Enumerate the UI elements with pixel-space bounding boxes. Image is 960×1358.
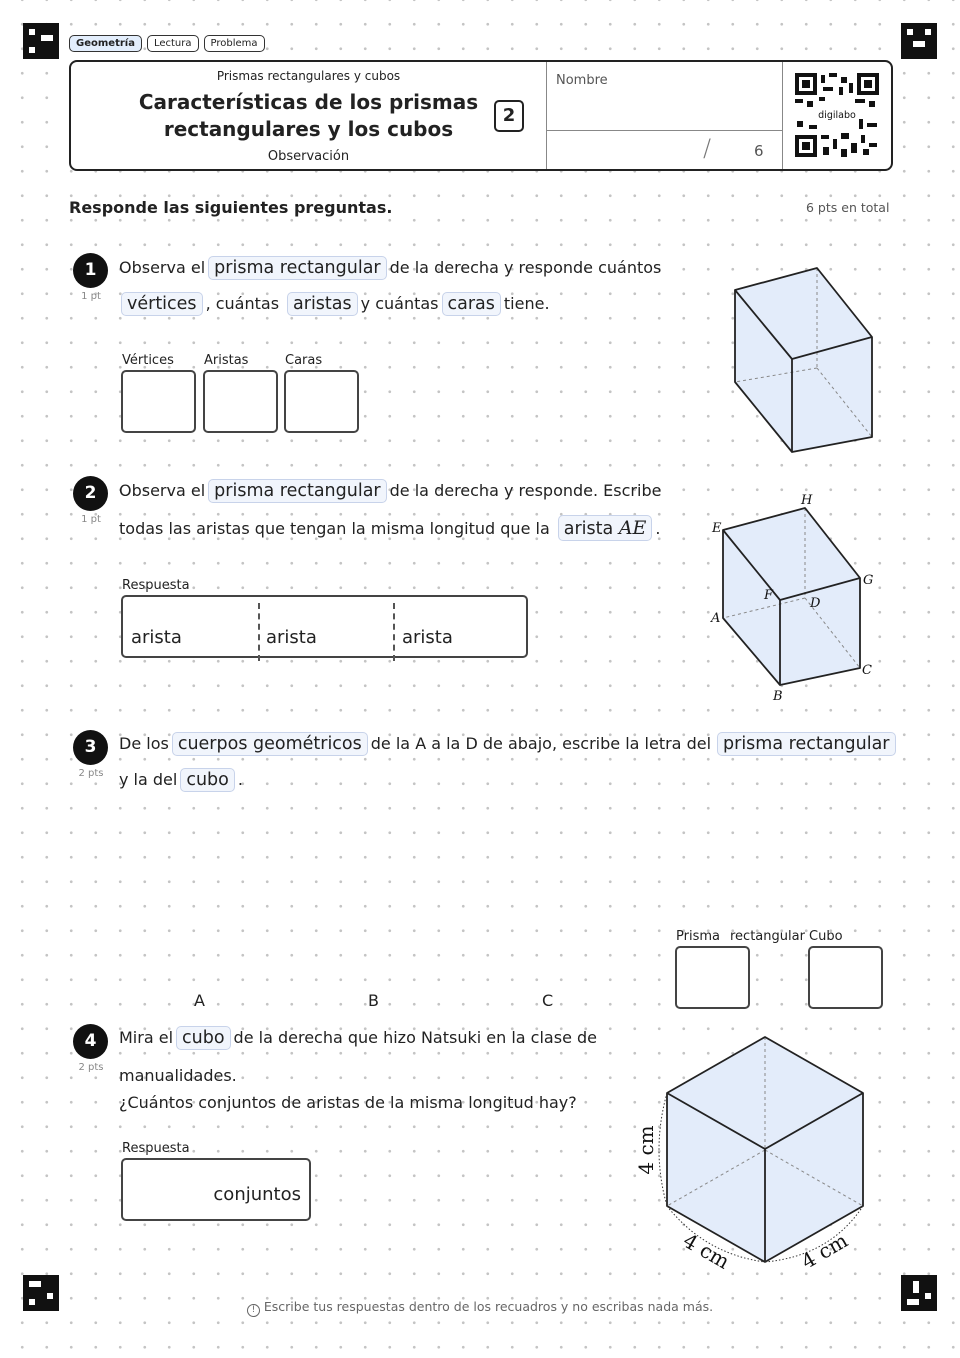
answer-prefix: arista [266, 627, 317, 648]
labeled-prism-figure [705, 488, 885, 703]
term-chip: aristas [287, 292, 358, 316]
term-chip: cubo [176, 1026, 231, 1050]
vertex-label-d: D [810, 596, 821, 611]
vertex-label-b: B [773, 689, 783, 703]
footer-text: Escribe tus respuestas dentro de los recuadros y no escribas nada más. [263, 1299, 714, 1314]
question-text: manualidades. [119, 1066, 237, 1085]
name-label: Nombre [556, 73, 608, 88]
term-chip: arista AE [558, 515, 653, 541]
worksheet-number: 2 [494, 100, 524, 132]
instructions: Responde las siguientes preguntas. [69, 198, 393, 217]
answer-label: Aristas [204, 353, 249, 368]
question-text: ¿Cuántos conjuntos de aristas de la misma longitud hay? [119, 1093, 577, 1112]
answer-prefix: arista [131, 627, 182, 648]
vertex-label-c: C [862, 663, 872, 678]
term-chip: prisma rectangular [717, 732, 895, 756]
question-text: todas las aristas que tengan la misma longitud que la arista AE . [119, 517, 661, 539]
term-chip: caras [442, 292, 501, 316]
faces-answer-box[interactable] [284, 370, 359, 433]
question-number: 1 [73, 253, 108, 288]
shape-letter: C [542, 991, 554, 1010]
question-text: Observa el prisma rectangular de la derecha y responde. Escribe [119, 481, 662, 501]
vertex-label-h: H [801, 493, 813, 508]
answer-label: rectangular [730, 929, 805, 944]
tag-lectura: Lectura [147, 35, 199, 52]
header-title-line2: rectangulares y los cubos [163, 117, 454, 141]
answer-label: Prisma [676, 929, 720, 944]
dimension-label: 4 cm [797, 1228, 852, 1274]
question-number: 3 [73, 730, 108, 765]
question-text: De los cuerpos geométricos de la A a la D de abajo, escribe la letra del prisma rectangular [119, 732, 899, 756]
edges-answer-box[interactable] [203, 370, 278, 433]
name-field[interactable] [548, 88, 780, 128]
question-points: 2 pts [78, 1062, 104, 1073]
answer-label: Respuesta [122, 578, 190, 593]
term-chip: vértices [121, 292, 203, 316]
header-title [71, 89, 546, 143]
question-text: vértices , cuántas aristas y cuántas caras tiene. [119, 292, 550, 316]
question-number: 4 [73, 1024, 108, 1059]
info-icon: ! [247, 1304, 260, 1317]
score-slash: / [703, 134, 712, 162]
cube-figure [625, 1030, 890, 1275]
shape-letter: A [194, 991, 205, 1010]
score-total: 6 [754, 142, 764, 160]
rectangular-prism-figure [725, 262, 880, 457]
edge-variable: AE [618, 517, 647, 539]
answer-separator [393, 603, 395, 661]
dimension-label: 4 cm [679, 1228, 734, 1274]
header-subtitle: Prismas rectangulares y cubos [216, 69, 401, 83]
header-divider [546, 62, 547, 169]
answer-label: Caras [285, 353, 323, 368]
tag-problema: Problema [204, 35, 265, 52]
answer-label: Vértices [122, 353, 174, 368]
vertex-label-g: G [863, 573, 874, 588]
header-title-line1: Características de los prismas [138, 90, 479, 114]
header-category: Observación [267, 149, 350, 164]
corner-marker-top-right [901, 23, 937, 59]
cube-answer-box[interactable] [808, 946, 883, 1009]
answer-label: Cubo [809, 929, 843, 944]
term-chip: cuerpos geométricos [172, 732, 368, 756]
question-text: Mira el cubo de la derecha que hizo Natsuki en la clase de [119, 1028, 597, 1048]
total-points: 6 pts en total [806, 200, 890, 215]
answer-prefix: arista [402, 627, 453, 648]
header-divider [782, 62, 783, 169]
question-text: Observa el prisma rectangular de la derecha y responde cuántos [119, 258, 662, 278]
q4-answer-box[interactable] [121, 1158, 311, 1221]
tag-geometria: Geometría [69, 35, 142, 52]
answer-unit: conjuntos [213, 1184, 301, 1205]
vertex-label-a: A [711, 611, 721, 626]
question-points: 1 pt [81, 514, 101, 525]
dimension-label: 4 cm [634, 1125, 658, 1175]
subject-tags [69, 35, 265, 52]
question-points: 1 pt [81, 291, 101, 302]
qr-code-icon [795, 73, 879, 157]
worksheet-header [69, 60, 893, 171]
vertex-label-f: F [764, 588, 774, 603]
term-chip: prisma rectangular [208, 479, 386, 503]
term-chip: cubo [180, 768, 235, 792]
footer-note [0, 1299, 960, 1317]
vertex-label-e: E [712, 521, 722, 536]
question-number: 2 [73, 476, 108, 511]
header-divider [546, 130, 782, 131]
qr-label: digilabo [818, 110, 856, 121]
q2-answer-box[interactable] [121, 595, 528, 658]
question-points: 2 pts [78, 768, 104, 779]
answer-label: Respuesta [122, 1141, 190, 1156]
term-chip: prisma rectangular [208, 256, 386, 280]
corner-marker-top-left [23, 23, 59, 59]
answer-separator [258, 603, 260, 661]
shape-letter: B [368, 991, 379, 1010]
vertices-answer-box[interactable] [121, 370, 196, 433]
question-text: y la del cubo . [119, 770, 243, 790]
prism-answer-box[interactable] [675, 946, 750, 1009]
